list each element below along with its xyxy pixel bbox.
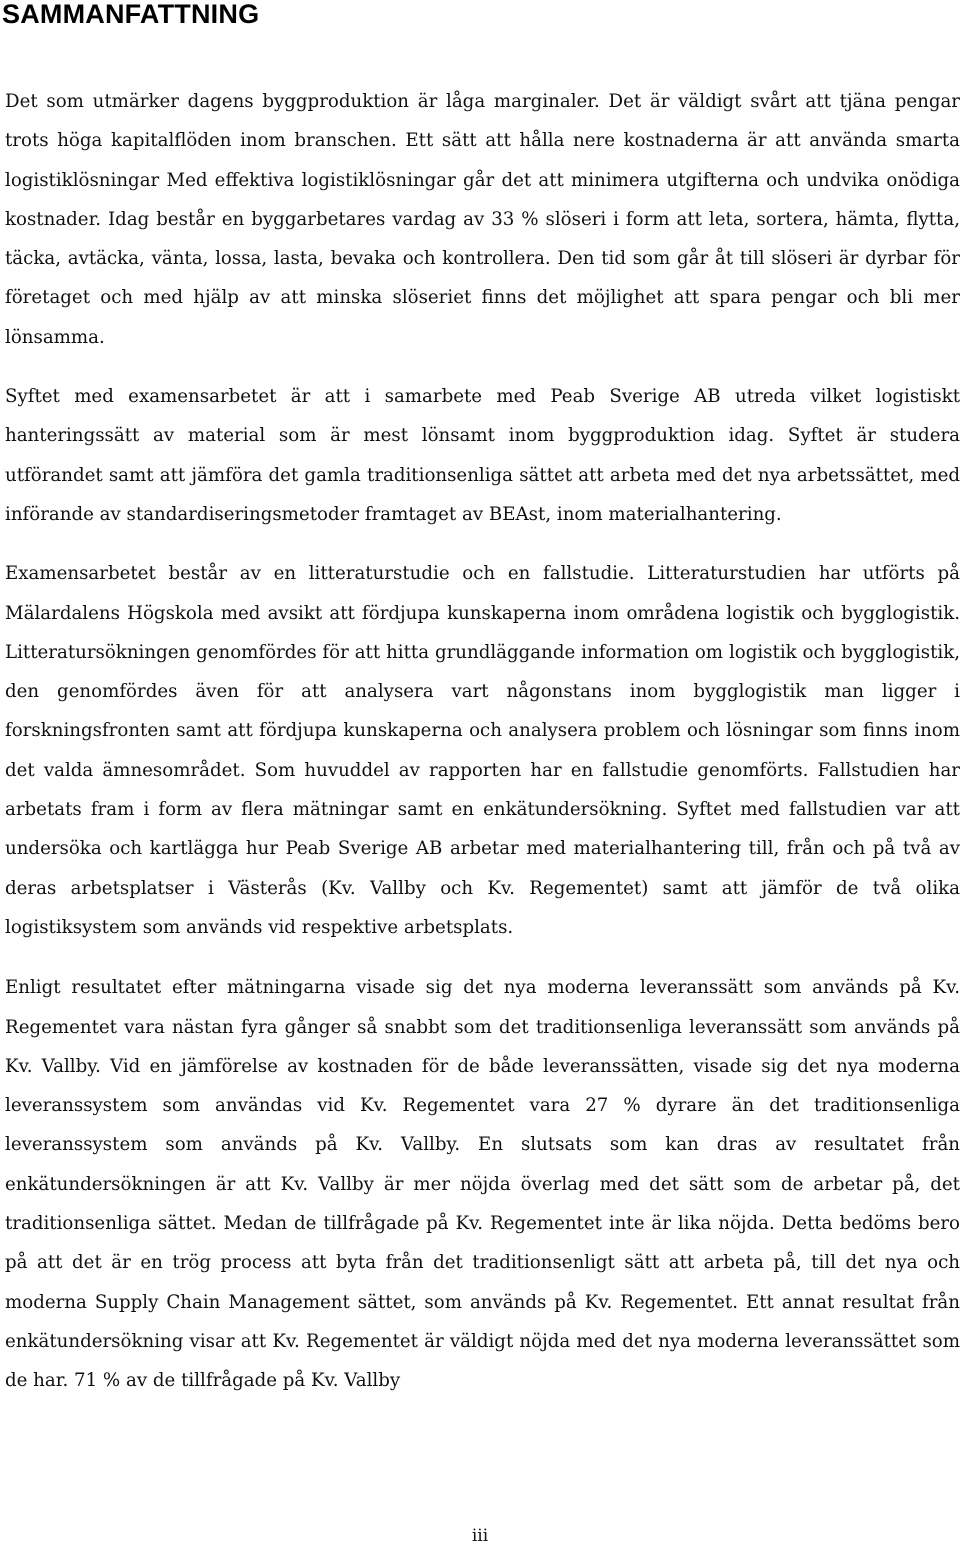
section-heading: SAMMANFATTNING <box>2 0 260 29</box>
summary-body <box>5 82 960 1401</box>
paragraph-intro: Det som utmärker dagens byggproduktion är låga marginaler. Det är väldigt svårt att tjäna pengar trots höga kapitalflöden inom branschen. Ett sätt att hålla nere kostnaderna är att använda smarta logistiklösningar Med effektiva logistiklösningar går det att minimera utgifterna och undvika onödiga kostnader. Idag består en byggarbetares vardag av 33 % slöseri i form att leta, sortera, hämta, flytta, täcka, avtäcka, vänta, lossa, lasta, bevaka och kontrollera. Den tid som går åt till slöseri är dyrbar för företaget och med hjälp av att minska slöseriet finns det möjlighet att spara pengar och bli mer lönsamma. <box>5 91 960 348</box>
paragraph-results: Enligt resultatet efter mätningarna visade sig det nya moderna leveranssätt som används på Kv. Regementet vara nästan fyra gånger så snabbt som det traditionsenliga leveranssätt som används på Kv. Vallby. Vid en jämförelse av kostnaden för de både leveranssätten, visade sig det nya moderna leveranssystem som användas vid Kv. Regementet vara 27 % dyrare än det traditionsenliga leveranssystem som används på Kv. Vallby. En slutsats som kan dras av resultatet från enkätundersökningen är att Kv. Vallby är mer nöjda överlag med det sätt som de arbetar på, det traditionsenliga sättet. Medan de tillfrågade på Kv. Regementet inte är lika nöjda. Detta bedöms bero på att det är en trög process att byta från det traditionsenligt sätt att arbeta på, till det nya och moderna Supply Chain Management sättet, som används på Kv. Regementet. Ett annat resultat från enkätundersökning visar att Kv. Regementet är väldigt nöjda med det nya moderna leveranssättet som de har. 71 % av de tillfrågade på Kv. Vallby <box>5 977 960 1392</box>
paragraph-purpose: Syftet med examensarbetet är att i samarbete med Peab Sverige AB utreda vilket logistiskt hanteringssätt av material som är mest lönsamt inom byggproduktion idag. Syftet är studera utförandet samt att jämföra det gamla traditionsenliga sättet att arbeta med det nya arbetssättet, med införande av standardiseringsmetoder framtaget av BEAst, inom materialhantering. <box>5 386 960 525</box>
paragraph-method: Examensarbetet består av en litteraturstudie och en fallstudie. Litteraturstudien har utförts på Mälardalens Högskola med avsikt att fördjupa kunskaperna inom områdena logistik och bygglogistik. Litteratursökningen genomfördes för att hitta grundläggande information om logistik och bygglogistik, den genomfördes även för att analysera vart någonstans inom bygglogistik man ligger i forskningsfronten samt att fördjupa kunskaperna och analysera problem och lösningar som finns inom det valda ämnesområdet. Som huvuddel av rapporten har en fallstudie genomförts. Fallstudien har arbetats fram i form av flera mätningar samt en enkätundersökning. Syftet med fallstudien var att undersöka och kartlägga hur Peab Sverige AB arbetar med materialhantering till, från och på två av deras arbetsplatser i Västerås (Kv. Vallby och Kv. Regementet) samt att jämför de två olika logistiksystem som används vid respektive arbetsplats. <box>5 563 960 938</box>
page-number: iii <box>471 1526 489 1546</box>
